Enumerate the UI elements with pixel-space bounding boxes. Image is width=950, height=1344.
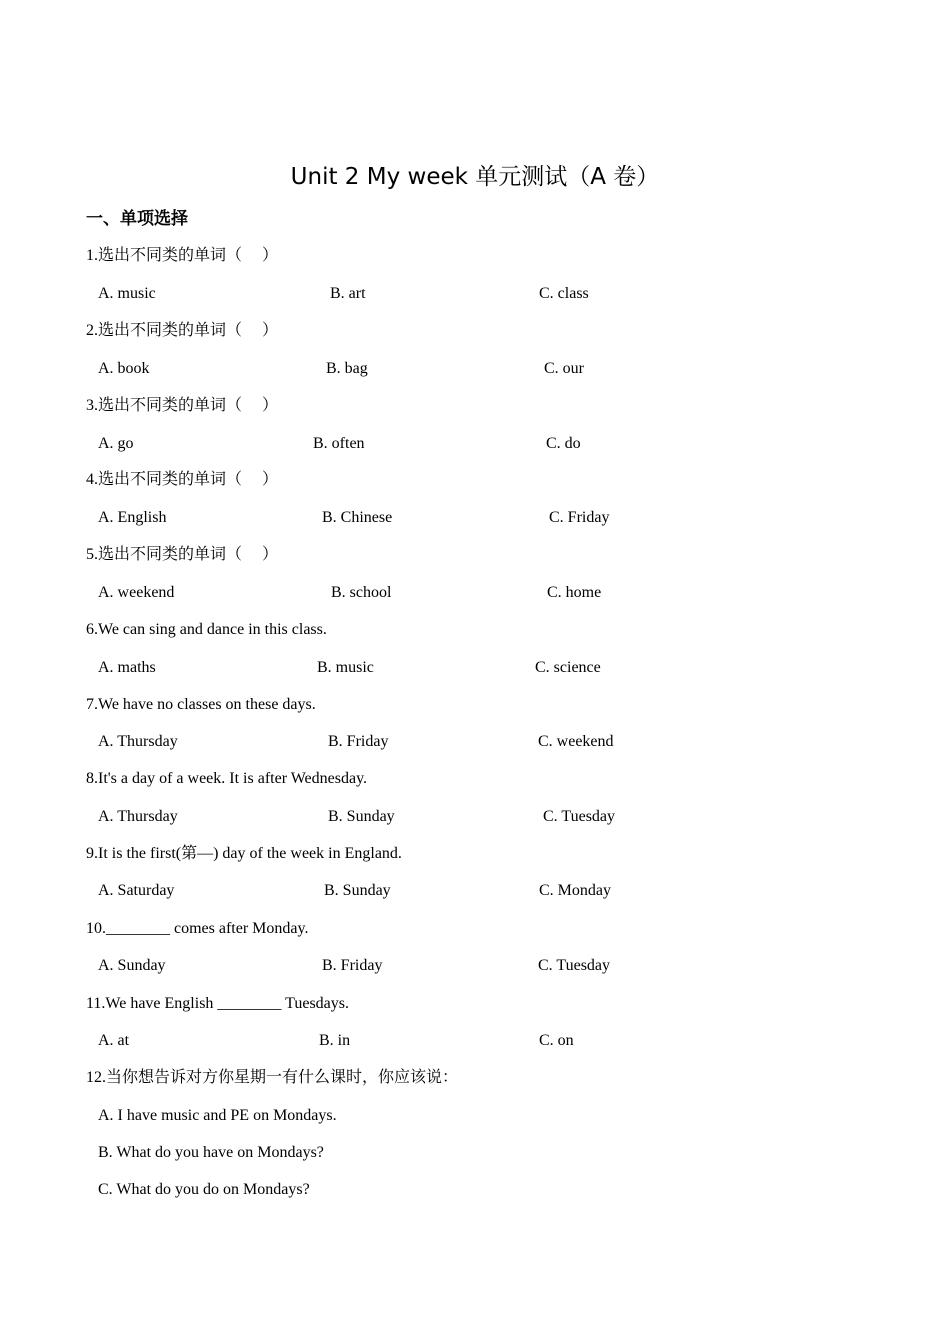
question-4-option-b: B. Chinese <box>322 509 393 526</box>
question-8-option-c: C. Tuesday <box>543 808 616 825</box>
section-heading: 一、单项选择 <box>86 209 188 229</box>
question-5-stem: 5.选出不同类的单词（ ） <box>86 546 279 563</box>
question-5-option-b: B. school <box>331 584 392 601</box>
question-5-option-a: A. weekend <box>98 584 175 601</box>
question-9-option-b: B. Sunday <box>324 882 391 899</box>
question-11-option-c: C. on <box>539 1032 574 1049</box>
question-12-option-c: C. What do you do on Mondays? <box>98 1181 310 1198</box>
question-6-stem: 6.We can sing and dance in this class. <box>86 621 327 638</box>
question-7-option-a: A. Thursday <box>98 733 178 750</box>
question-2-option-b: B. bag <box>326 360 368 377</box>
question-1-option-a: A. music <box>98 285 156 302</box>
question-10-option-c: C. Tuesday <box>538 957 611 974</box>
question-6-option-c: C. science <box>535 659 601 676</box>
question-2-stem: 2.选出不同类的单词（ ） <box>86 322 279 339</box>
question-9-option-a: A. Saturday <box>98 882 175 899</box>
question-11-option-a: A. at <box>98 1032 130 1049</box>
question-3-option-c: C. do <box>546 435 581 452</box>
question-1-option-b: B. art <box>330 285 366 302</box>
question-4-option-c: C. Friday <box>549 509 610 526</box>
question-8-option-a: A. Thursday <box>98 808 178 825</box>
question-12-option-a: A. I have music and PE on Mondays. <box>98 1107 337 1124</box>
question-3-option-a: A. go <box>98 435 134 452</box>
question-10-option-a: A. Sunday <box>98 957 166 974</box>
question-10-stem: 10.________ comes after Monday. <box>86 920 309 937</box>
question-7-stem: 7.We have no classes on these days. <box>86 696 316 713</box>
question-4-option-a: A. English <box>98 509 167 526</box>
question-5-option-c: C. home <box>547 584 602 601</box>
question-1-stem: 1.选出不同类的单词（ ） <box>86 247 279 264</box>
question-7-option-b: B. Friday <box>328 733 389 750</box>
question-10-option-b: B. Friday <box>322 957 383 974</box>
question-7-option-c: C. weekend <box>538 733 614 750</box>
question-6-option-b: B. music <box>317 659 374 676</box>
question-4-stem: 4.选出不同类的单词（ ） <box>86 471 279 488</box>
question-1-option-c: C. class <box>539 285 589 302</box>
question-2-option-c: C. our <box>544 360 584 377</box>
question-8-option-b: B. Sunday <box>328 808 395 825</box>
question-3-option-b: B. often <box>313 435 365 452</box>
page-title: Unit 2 My week 单元测试（A 卷） <box>290 164 660 190</box>
question-8-stem: 8.It's a day of a week. It is after Wednesday. <box>86 770 368 787</box>
question-6-option-a: A. maths <box>98 659 156 676</box>
question-9-option-c: C. Monday <box>539 882 611 899</box>
question-12-option-b: B. What do you have on Mondays? <box>98 1144 324 1161</box>
question-3-stem: 3.选出不同类的单词（ ） <box>86 397 279 414</box>
question-12-stem: 12.当你想告诉对方你星期一有什么课时，你应该说： <box>86 1069 459 1086</box>
question-11-stem: 11.We have English ________ Tuesdays. <box>86 995 349 1012</box>
question-2-option-a: A. book <box>98 360 150 377</box>
question-9-stem: 9.It is the first(第—) day of the week in England. <box>86 845 402 862</box>
question-11-option-b: B. in <box>319 1032 351 1049</box>
